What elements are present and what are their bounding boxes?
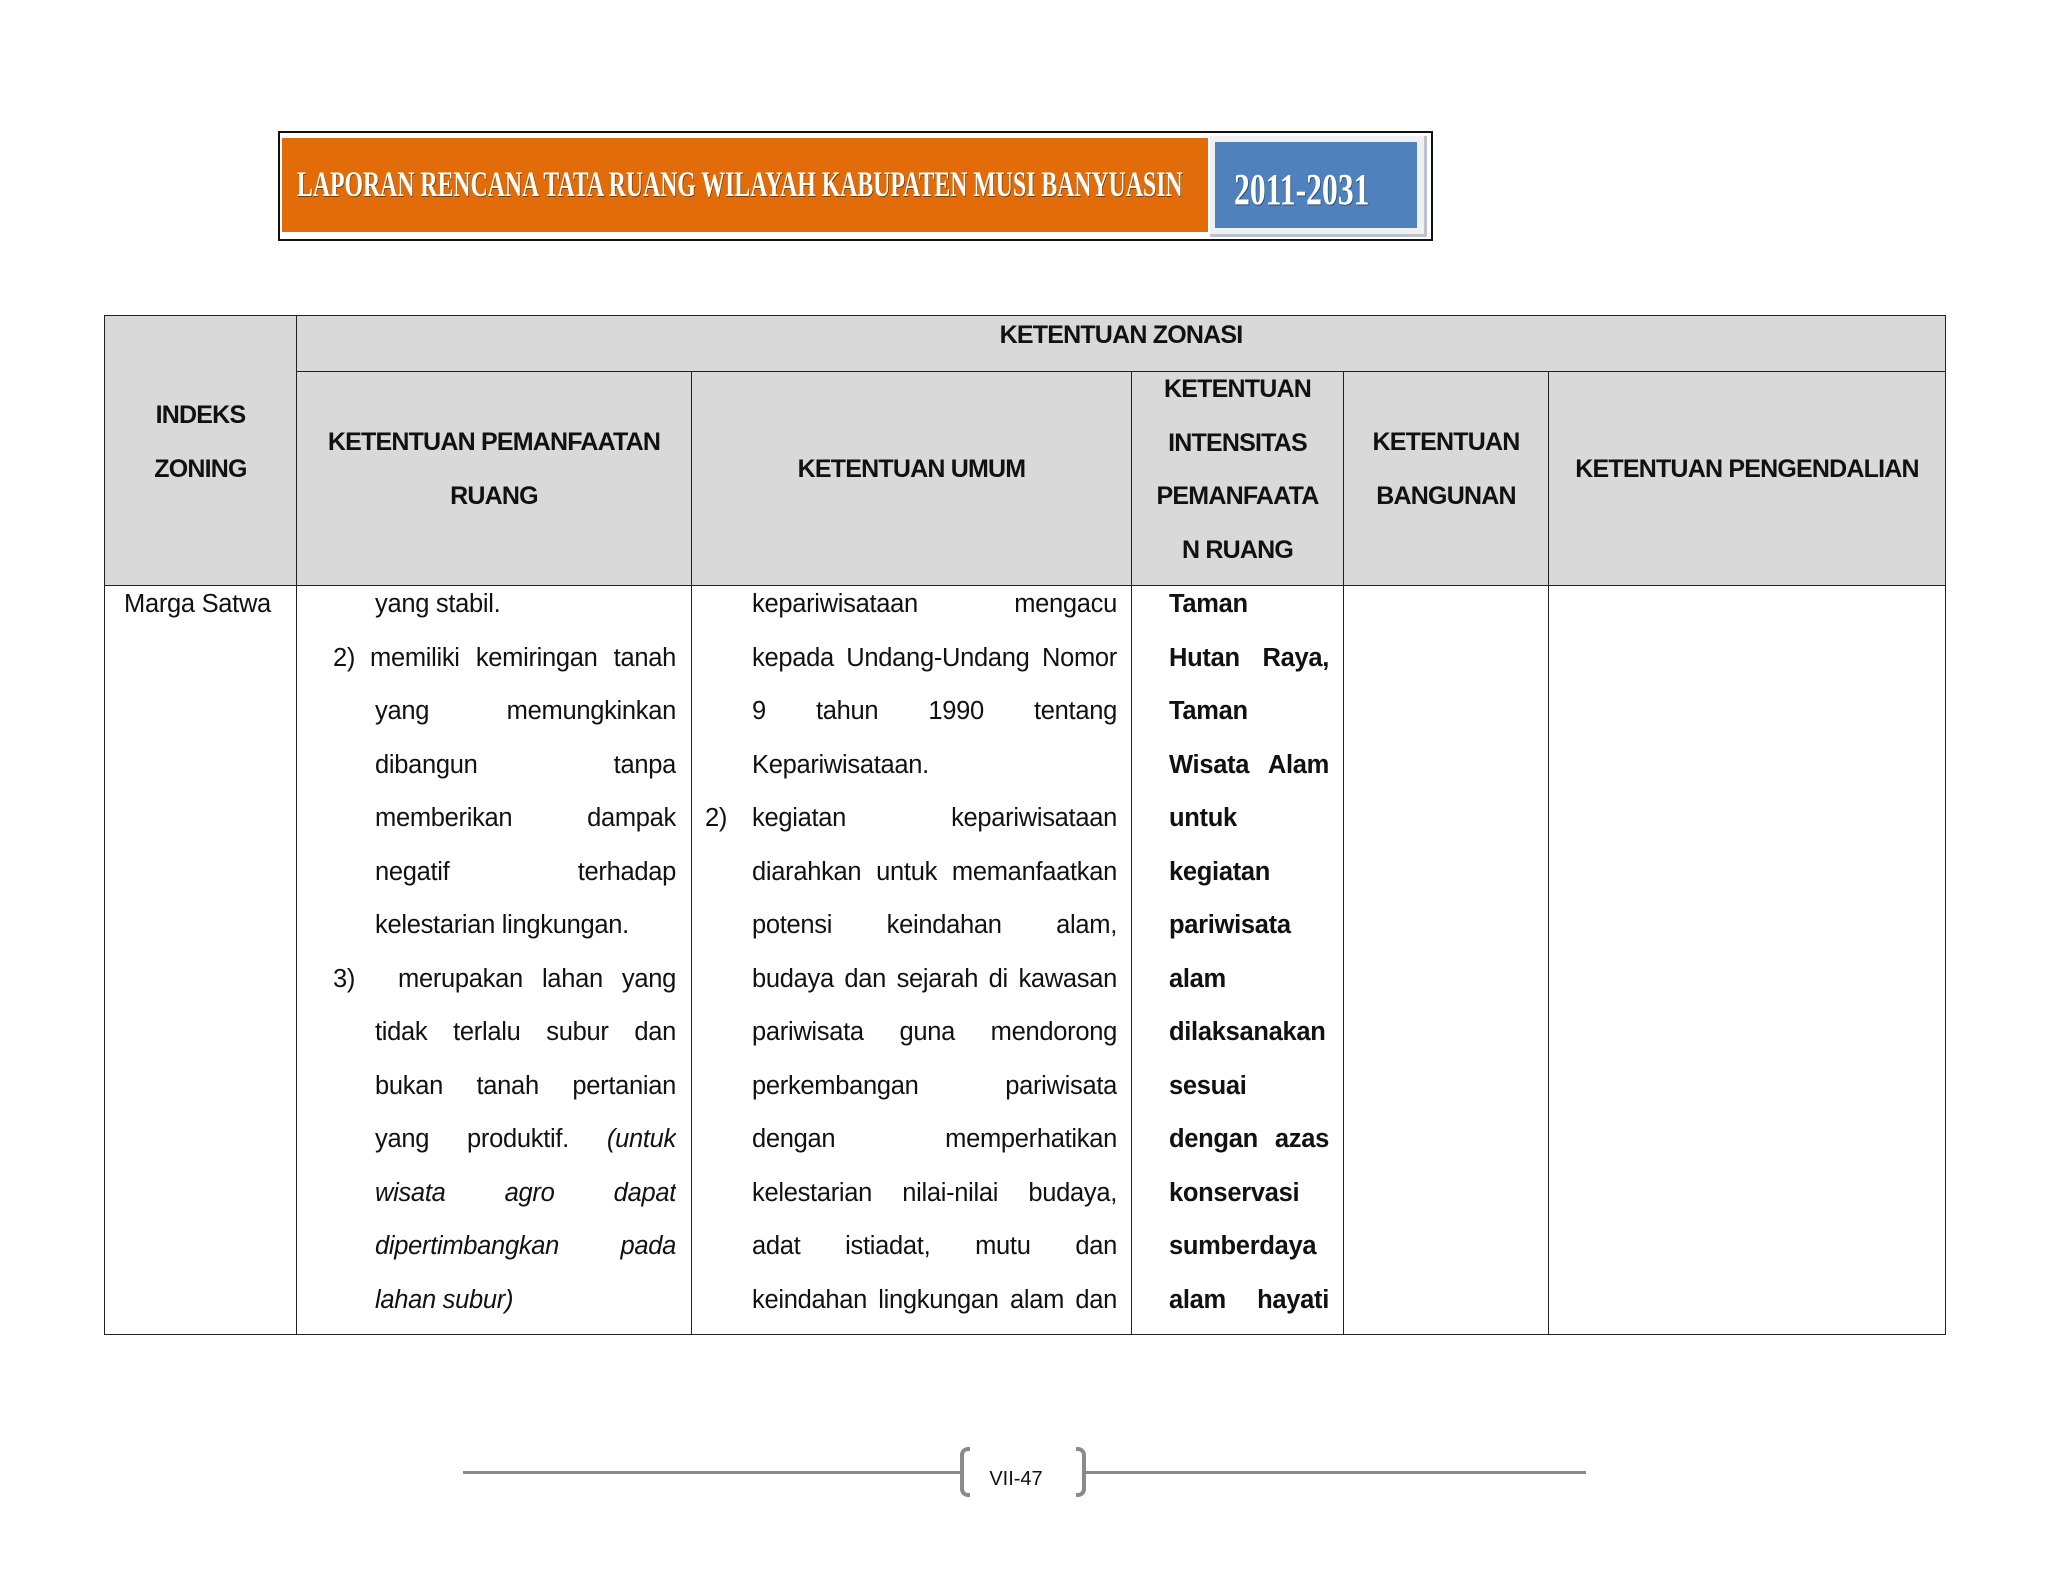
- header-ketentuan-zonasi: KETENTUAN ZONASI: [999, 321, 1243, 349]
- footer-rule-right: [1084, 1471, 1586, 1474]
- text-segment: untuk: [1169, 804, 1237, 832]
- text-segment: diarahkan untuk memanfaatkan: [752, 857, 1117, 886]
- header-line: N RUANG: [1181, 535, 1294, 564]
- text-segment: yang stabil.: [375, 590, 501, 618]
- text-segment: dengan azas: [1169, 1125, 1329, 1153]
- header-line: RUANG: [450, 481, 538, 510]
- text-segment: dibangun tanpa: [375, 750, 676, 779]
- text-segment: kepariwisataan mengacu: [752, 590, 1117, 618]
- body-cell-pengendalian: [1548, 585, 1946, 1335]
- italic-segment: (untuk: [606, 1125, 676, 1153]
- cell-text-line: [752, 632, 1117, 686]
- text-segment: Wisata Alam: [1169, 750, 1329, 779]
- text-segment: adat istiadat, mutu dan: [752, 1232, 1117, 1260]
- cell-text-line: [375, 1006, 676, 1060]
- text-segment: memiliki kemiringan tanah: [370, 643, 676, 672]
- header-line: PEMANFAATA: [1156, 482, 1319, 510]
- cell-text-line: [752, 1060, 1117, 1114]
- text-segment: alam: [1169, 964, 1226, 993]
- header-line: INTENSITAS: [1168, 428, 1307, 457]
- indeks-value: Marga Satwa: [124, 590, 271, 618]
- text-segment: Kepariwisataan.: [752, 750, 929, 779]
- header-intensitas: [1131, 363, 1344, 577]
- footer-bracket-right: [1076, 1447, 1086, 1497]
- cell-text-line: [1169, 739, 1329, 793]
- text-segment: negatif terhadap: [375, 857, 676, 886]
- header-pengendalian: KETENTUAN PENGENDALIAN: [1575, 455, 1919, 483]
- header-line: ZONING: [154, 454, 247, 483]
- cell-text-line: [752, 899, 1117, 953]
- list-number: 2): [705, 804, 728, 832]
- cell-text-line: [1169, 792, 1329, 846]
- header-umum: KETENTUAN UMUM: [797, 455, 1026, 483]
- header-line: KETENTUAN: [1164, 375, 1311, 403]
- cell-text-line: [752, 685, 1117, 739]
- text-segment: kelestarian nilai-nilai budaya,: [752, 1178, 1117, 1207]
- cell-text-line: [375, 1060, 676, 1114]
- cell-text-line: [375, 1167, 676, 1221]
- header-line: BANGUNAN: [1376, 481, 1516, 510]
- report-years: 2011-2031: [1234, 165, 1370, 214]
- italic-segment: lahan subur): [375, 1285, 514, 1314]
- text-segment: dengan memperhatikan: [752, 1125, 1117, 1153]
- header-indeks-zoning: [104, 389, 297, 496]
- cell-text-line: [1169, 846, 1329, 900]
- text-segment: pariwisata: [1169, 911, 1291, 939]
- cell-text-line: [752, 1274, 1117, 1328]
- header-line: KETENTUAN: [1372, 428, 1520, 456]
- header-line: KETENTUAN PEMANFAATAN: [327, 428, 661, 456]
- text-segment: Hutan Raya,: [1169, 643, 1329, 672]
- cell-text-line: [375, 1113, 676, 1167]
- cell-text-line: [375, 685, 676, 739]
- cell-text-line: [752, 1167, 1117, 1221]
- cell-text-line: [752, 1220, 1117, 1274]
- cell-text-line: [1169, 1167, 1329, 1221]
- text-segment: memberikan dampak: [375, 804, 676, 832]
- text-segment: kepada Undang-Undang Nomor: [752, 643, 1117, 672]
- body-cell-bangunan: [1343, 585, 1549, 1335]
- cell-text-line: [375, 578, 676, 632]
- cell-text-line: [1169, 632, 1329, 686]
- footer-bracket-left: [960, 1447, 970, 1497]
- cell-text-line: [375, 899, 676, 953]
- text-segment: konservasi: [1169, 1178, 1300, 1207]
- list-number: 2): [333, 643, 356, 672]
- header-bangunan: [1343, 416, 1549, 523]
- list-number: 3): [333, 964, 356, 993]
- cell-text-line: [752, 846, 1117, 900]
- italic-segment: wisata agro dapat: [375, 1178, 676, 1207]
- header-line: INDEKS: [155, 401, 246, 429]
- text-segment: pariwisata guna mendorong: [752, 1018, 1117, 1046]
- cell-text-line: [752, 1006, 1117, 1060]
- cell-text-line: [752, 792, 1117, 846]
- body-cell-indeks: [104, 585, 297, 1335]
- cell-text-line: [1169, 1274, 1329, 1328]
- cell-text-line: [752, 739, 1117, 793]
- cell-text-line: [370, 632, 676, 686]
- cell-text-line: [1169, 953, 1329, 1007]
- cell-text-line: [375, 739, 676, 793]
- footer-rule-left: [463, 1471, 963, 1474]
- text-segment: Taman: [1169, 590, 1248, 618]
- text-segment: 9 tahun 1990 tentang: [752, 697, 1117, 725]
- cell-text-line: [1169, 685, 1329, 739]
- header-pemanfaatan: [296, 416, 692, 523]
- text-segment: sumberdaya: [1169, 1232, 1317, 1260]
- text-segment: alam hayati: [1169, 1285, 1329, 1314]
- page-number: VII-47: [989, 1468, 1043, 1490]
- text-segment: yang produktif.: [375, 1125, 569, 1153]
- cell-text-line: [375, 1220, 676, 1274]
- report-title: LAPORAN RENCANA TATA RUANG WILAYAH KABUPATEN MUSI BANYUASIN: [297, 164, 1183, 204]
- cell-text-line: [398, 953, 676, 1007]
- cell-text-line: [1169, 1060, 1329, 1114]
- cell-text-line: [1169, 1006, 1329, 1060]
- text-segment: yang memungkinkan: [375, 697, 676, 725]
- cell-text-line: [752, 953, 1117, 1007]
- cell-text-line: [375, 792, 676, 846]
- cell-text-line: [1169, 578, 1329, 632]
- cell-text-line: [752, 1113, 1117, 1167]
- cell-text-line: [375, 846, 676, 900]
- text-segment: keindahan lingkungan alam dan: [752, 1285, 1117, 1314]
- text-segment: budaya dan sejarah di kawasan: [752, 964, 1117, 993]
- italic-segment: dipertimbangkan pada: [375, 1232, 676, 1260]
- text-segment: sesuai: [1169, 1071, 1247, 1100]
- text-segment: dilaksanakan: [1169, 1018, 1326, 1046]
- cell-text-line: [1169, 1220, 1329, 1274]
- cell-text-line: [752, 578, 1117, 632]
- text-segment: potensi keindahan alam,: [752, 911, 1117, 939]
- text-segment: bukan tanah pertanian: [375, 1071, 676, 1100]
- text-segment: merupakan lahan yang: [398, 964, 676, 993]
- cell-text-line: [1169, 1113, 1329, 1167]
- text-segment: Taman: [1169, 697, 1248, 725]
- cell-text-line: [1169, 899, 1329, 953]
- text-segment: kelestarian lingkungan.: [375, 911, 629, 939]
- text-segment: kegiatan kepariwisataan: [752, 804, 1117, 832]
- text-segment: perkembangan pariwisata: [752, 1071, 1117, 1100]
- cell-text-line: [375, 1274, 676, 1328]
- text-segment: kegiatan: [1169, 857, 1271, 886]
- text-segment: tidak terlalu subur dan: [375, 1018, 676, 1046]
